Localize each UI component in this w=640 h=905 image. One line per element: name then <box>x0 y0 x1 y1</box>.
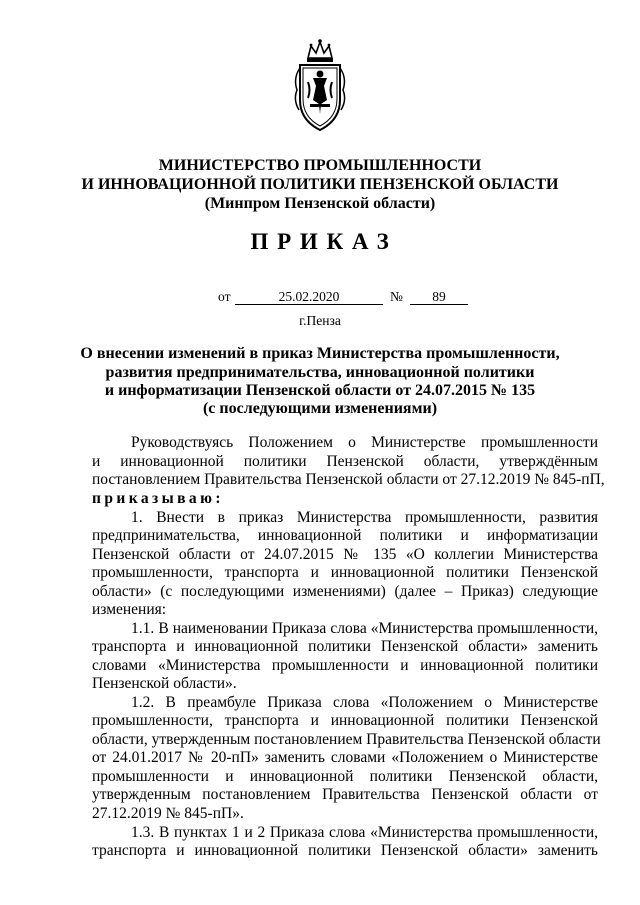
city: г.Пенза <box>299 313 341 328</box>
body-text-line: транспорта и инновационной политики Пензенской области» заменить <box>92 638 598 655</box>
body-text-line: 1. Внести в приказ Министерства промышленности, развития <box>131 509 598 526</box>
body-text-line: промышленности и инновационной политики Пензенской области, <box>92 768 598 785</box>
body-text-line: от 24.01.2017 № 20-пП» заменить словами «Положением о Министерстве <box>92 749 598 766</box>
body-text-line: словами «Министерства промышленности и инновационной политики <box>92 657 598 674</box>
order-date: 25.02.2020 <box>278 289 340 304</box>
number-label: № <box>390 289 403 304</box>
order-date-number-row <box>0 289 640 309</box>
order-keyword: приказываю: <box>92 490 224 507</box>
body-text-line: 27.12.2019 № 845-пП». <box>92 805 244 822</box>
body-text-line: постановлением Правительства Пензенской области от 27.12.2019 № 845-пП, <box>92 471 605 488</box>
date-label: от <box>218 289 231 304</box>
subject-line: (с последующими изменениями) <box>202 400 438 417</box>
order-number: 89 <box>432 289 446 304</box>
body-text-line: 1.3. В пунктах 1 и 2 Приказа слова «Министерства промышленности, <box>131 824 598 841</box>
body-text-line: изменения: <box>92 601 167 618</box>
ministry-short-name: (Минпром Пензенской области) <box>204 195 436 212</box>
body-text-line: Пензенской области». <box>92 675 237 692</box>
body-text-line: 1.2. В преамбуле Приказа слова «Положением о Министерстве <box>131 694 598 711</box>
body-text-line: Руководствуясь Положением о Министерстве промышленности <box>131 434 598 451</box>
body-text-line: области, утвержденным постановлением Правительства Пензенской области <box>92 731 601 748</box>
subject-line: и информатизации Пензенской области от 24.07.2015 № 135 <box>104 382 536 399</box>
body-text-line: промышленности, транспорта и инновационной политики Пензенской <box>92 564 598 581</box>
body-text-line: Пензенской области от 24.07.2015 № 135 «О коллегии Министерства <box>92 546 598 563</box>
ministry-name-line-1: МИНИСТЕРСТВО ПРОМЫШЛЕННОСТИ <box>158 157 482 174</box>
coat-of-arms-emblem <box>291 38 349 138</box>
ministry-name-line-2: И ИННОВАЦИОННОЙ ПОЛИТИКИ ПЕНЗЕНСКОЙ ОБЛАСТИ <box>81 176 559 193</box>
body-text-line: и инновационной политики Пензенской области, утверждённым <box>92 453 598 470</box>
body-text-line: области» (с последующими изменениями) (далее – Приказ) следующие <box>92 583 598 600</box>
body-text-line: 1.1. В наименовании Приказа слова «Министерства промышленности, <box>131 620 598 637</box>
body-text-line: предпринимательства, инновационной политики и информатизации <box>92 527 598 544</box>
body-text-line: транспорта и инновационной политики Пензенской области» заменить <box>92 842 598 859</box>
body-text-line: утвержденным постановлением Правительства Пензенской области от <box>92 786 598 803</box>
document-type-title: ПРИКАЗ <box>250 229 398 254</box>
subject-line: О внесении изменений в приказ Министерства промышленности, <box>80 345 560 362</box>
body-text-line: промышленности, транспорта и инновационной политики Пензенской <box>92 712 598 729</box>
subject-line: развития предпринимательства, инновационной политики <box>105 364 535 381</box>
